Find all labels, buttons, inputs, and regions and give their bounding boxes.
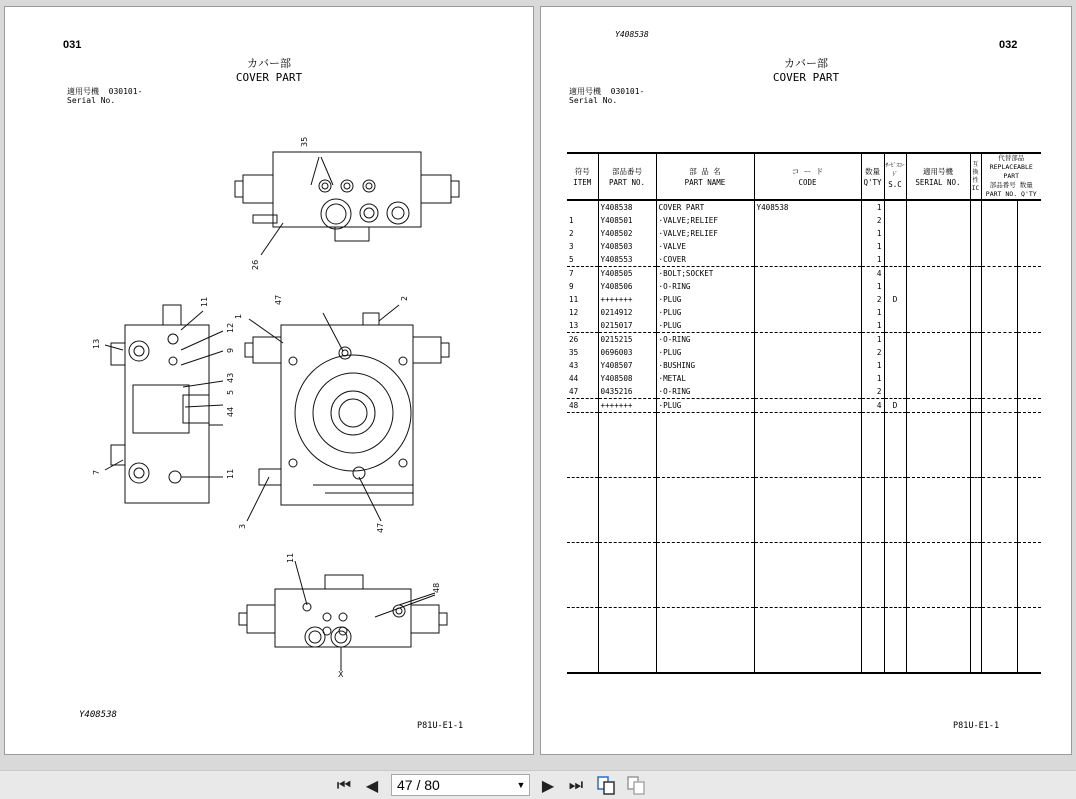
cell-empty [970,214,981,227]
serial-label: Serial No. [569,96,618,105]
previous-page-icon: ◀ [365,775,379,795]
cell-empty [981,306,1017,319]
cell-name: ·BOLT;SOCKET [656,267,754,281]
cell-empty [861,478,884,543]
cell-part-no: 0215215 [598,333,656,347]
cell-empty [884,543,906,608]
cell-part-no: 0214912 [598,306,656,319]
last-page-icon: ⏭ [568,775,584,794]
cell-qty: 1 [861,253,884,267]
applicable-label: 適用号機 [569,87,601,96]
cell-qty: 2 [861,385,884,399]
cell-part-no: +++++++ [598,399,656,413]
cell-empty [906,346,970,359]
cell-empty [906,543,970,608]
callout-12: 12 [226,322,235,333]
cell-name: ·BUSHING [656,359,754,372]
cell-empty [981,293,1017,306]
header-qty: 数量 Q'TY [861,153,884,200]
cell-empty [970,372,981,385]
cell-empty [1017,372,1041,385]
cell-part-no: 0215017 [598,319,656,333]
cell-qty: 1 [861,227,884,240]
cell-code [754,267,861,281]
cell-empty [970,346,981,359]
cell-empty [598,478,656,543]
header-part-name: 部 品 名 PART NAME [656,153,754,200]
cell-part-no: Y408508 [598,372,656,385]
cell-code [754,399,861,413]
cell-empty [884,478,906,543]
cell-empty [1017,333,1041,347]
cell-empty [970,319,981,333]
page-number: 032 [999,39,1018,51]
cell-qty: 1 [861,359,884,372]
table-row [567,253,1041,267]
cell-empty [1017,608,1041,674]
cell-empty [1017,214,1041,227]
callout-47-top: 47 [274,294,283,305]
cell-empty [906,227,970,240]
cell-empty [861,543,884,608]
cell-empty [981,385,1017,399]
cell-empty [970,385,981,399]
title-english: COVER PART [235,71,303,84]
cell-empty [970,293,981,306]
cell-item: 47 [569,387,579,396]
cell-name: ·O-RING [656,333,754,347]
header-code: Y408538 [615,30,649,39]
cell-empty [598,608,656,674]
two-page-view-button[interactable] [624,773,648,797]
table-filler-row [567,413,1041,478]
callout-11-bottom: 11 [286,552,295,563]
cell-code [754,227,861,240]
cell-empty [656,413,754,478]
table-row [567,385,1041,399]
cell-empty [906,372,970,385]
cell-item: 12 [569,308,579,317]
cell-empty [906,253,970,267]
callout-13: 13 [92,338,101,349]
cell-item: 11 [569,295,579,304]
cell-empty [906,478,970,543]
title-japanese: カバー部 [784,57,828,70]
next-page-button[interactable] [536,773,560,797]
cell-empty [906,306,970,319]
cell-sc [884,240,906,253]
cell-empty [1017,267,1041,281]
cell-sc [884,346,906,359]
page-number: 031 [63,39,82,51]
cell-empty [1017,293,1041,306]
cell-empty [970,306,981,319]
cell-empty [754,608,861,674]
cell-qty: 1 [861,372,884,385]
cell-qty: 1 [861,319,884,333]
cell-sc [884,280,906,293]
cell-code [754,280,861,293]
cell-qty: 1 [861,200,884,214]
cell-empty [1017,200,1041,214]
cell-empty [981,359,1017,372]
cell-qty: 1 [861,306,884,319]
cell-item: 44 [569,374,579,383]
cell-empty [981,200,1017,214]
cell-empty [981,280,1017,293]
cell-empty [970,413,981,478]
cell-empty [981,267,1017,281]
side-view [105,305,223,503]
cell-sc [884,319,906,333]
cell-part-no: 0435216 [598,385,656,399]
table-row [567,240,1041,253]
header-replaceable-part: 代替部品 REPLACEABLE PART 部品番号 数量 PART NO. Q'TY [981,153,1041,200]
callout-1: 1 [234,313,243,319]
cell-sc [884,253,906,267]
cell-sc [884,372,906,385]
cell-empty [906,293,970,306]
cell-code [754,346,861,359]
cell-empty [1017,346,1041,359]
header-item: 符号 ITEM [567,153,598,200]
cell-empty [1017,280,1041,293]
cell-item: 5 [569,255,574,264]
cell-empty [981,346,1017,359]
left-page [4,6,534,755]
cell-empty [1017,399,1041,413]
next-page-icon: ▶ [541,775,555,795]
header-part-no: 部品番号 PART NO. [598,153,656,200]
cell-code: Y408538 [754,200,861,214]
parts-table [567,152,1041,674]
cell-empty [906,214,970,227]
cell-empty [884,413,906,478]
cell-qty: 1 [861,280,884,293]
cell-item: 26 [567,333,598,347]
cell-item: 48 [567,399,598,413]
first-page-icon: ⏮ [336,775,352,794]
table-row [567,293,1041,306]
applicable-serial-block [569,87,644,105]
cell-empty [656,543,754,608]
table-header-row [567,153,1041,200]
cell-code [754,293,861,306]
header-ic: 互換性 IC [970,153,981,200]
two-page-view-icon [626,775,646,795]
table-row [567,399,1041,413]
cell-empty [1017,385,1041,399]
previous-page-button[interactable] [360,773,384,797]
cell-item: 43 [569,361,579,370]
cell-sc [884,267,906,281]
cell-code [754,385,861,399]
cell-empty [906,413,970,478]
cell-qty: 2 [861,214,884,227]
cell-empty [1017,240,1041,253]
viewer-toolbar [0,770,1076,799]
cell-empty [970,608,981,674]
cell-item: 2 [569,229,574,238]
header-serial: 適用号機 SERIAL NO. [906,153,970,200]
cell-empty [906,267,970,281]
cell-item: 3 [569,242,574,251]
top-view [235,152,459,255]
cell-empty [970,200,981,214]
cell-empty [861,413,884,478]
cell-empty [981,240,1017,253]
cell-code [754,306,861,319]
cell-sc: D [884,293,906,306]
cell-empty [1017,359,1041,372]
table-row [567,333,1041,347]
footer-code: P81U-E1-1 [953,721,1000,731]
applicable-serial: 030101- [610,87,645,96]
cell-empty [567,413,598,478]
cell-empty [981,214,1017,227]
cell-name: COVER PART [656,200,754,214]
bottom-view [239,561,447,671]
table-filler-row [567,478,1041,543]
cell-name: ·PLUG [656,399,754,413]
front-view [245,305,449,521]
cell-empty [754,478,861,543]
cell-empty [1017,253,1041,267]
callout-x: X [338,670,344,679]
cell-item: 1 [569,216,574,225]
cell-empty [906,319,970,333]
cell-name: ·VALVE [656,240,754,253]
drawing-code: Y408538 [79,710,117,720]
cell-name: ·VALVE;RELIEF [656,214,754,227]
callout-9: 9 [226,347,235,353]
callout-3: 3 [238,523,247,529]
cell-empty [970,227,981,240]
cell-code [754,333,861,347]
cell-part-no: +++++++ [598,293,656,306]
cell-empty [981,372,1017,385]
title-english: COVER PART [772,71,840,84]
cell-name: ·COVER [656,253,754,267]
cell-empty [567,608,598,674]
cell-name: ·O-RING [656,385,754,399]
cell-sc: D [884,399,906,413]
cell-empty [906,200,970,214]
cell-part-no: Y408506 [598,280,656,293]
cell-part-no: Y408507 [598,359,656,372]
cell-empty [861,608,884,674]
cell-empty [981,399,1017,413]
cell-name: ·PLUG [656,306,754,319]
cell-qty: 1 [861,240,884,253]
cell-empty [598,413,656,478]
cell-item: 35 [569,348,579,357]
cell-name: ·METAL [656,372,754,385]
cell-code [754,359,861,372]
cell-name: ·VALVE;RELIEF [656,227,754,240]
cell-part-no: Y408553 [598,253,656,267]
callout-11-top: 11 [200,296,209,307]
table-row [567,306,1041,319]
cell-part-no: Y408503 [598,240,656,253]
cell-part-no: Y408505 [598,267,656,281]
cell-empty [906,280,970,293]
cell-qty: 2 [861,293,884,306]
cell-name: ·O-RING [656,280,754,293]
cell-empty [1017,319,1041,333]
cell-code [754,240,861,253]
cell-sc [884,227,906,240]
cell-empty [567,543,598,608]
cell-part-no: 0696003 [598,346,656,359]
cell-empty [567,478,598,543]
first-page-button[interactable] [332,773,356,797]
cell-empty [981,413,1017,478]
cell-empty [656,478,754,543]
cell-empty [1017,478,1041,543]
cell-empty [970,543,981,608]
cell-empty [970,359,981,372]
cell-part-no: Y408538 [598,200,656,214]
table-row [567,200,1041,214]
cell-empty [656,608,754,674]
serial-label: Serial No. [67,96,116,105]
cell-sc [884,333,906,347]
page-select[interactable] [391,774,530,796]
cell-empty [970,333,981,347]
table-filler-row [567,608,1041,674]
cell-item: 7 [567,267,598,281]
cell-empty [906,385,970,399]
cell-sc [884,214,906,227]
cell-code [754,253,861,267]
cell-empty [970,267,981,281]
exploded-parts-drawing [63,125,483,685]
page-select-value: 47 / 80 [397,777,440,793]
cell-empty [906,359,970,372]
cell-empty [906,240,970,253]
cell-item [567,200,598,214]
cell-empty [906,399,970,413]
callout-47-bottom: 47 [376,522,385,533]
applicable-label: 適用号機 [67,87,99,96]
callout-26: 26 [251,259,260,270]
single-page-view-button[interactable] [594,773,618,797]
cell-empty [598,543,656,608]
cell-name: ·PLUG [656,346,754,359]
cell-empty [981,608,1017,674]
cell-qty: 2 [861,346,884,359]
cell-name: ·PLUG [656,319,754,333]
cell-item: 13 [569,321,579,330]
cell-name: ·PLUG [656,293,754,306]
cell-empty [981,478,1017,543]
right-page [540,6,1072,755]
callout-5: 5 [226,389,235,395]
applicable-serial-block [67,87,142,105]
cell-part-no: Y408502 [598,227,656,240]
cell-empty [981,319,1017,333]
cell-item: 9 [569,282,574,291]
cell-empty [970,280,981,293]
cell-empty [906,608,970,674]
table-row [567,214,1041,227]
cell-empty [981,333,1017,347]
cell-empty [970,253,981,267]
footer-code: P81U-E1-1 [417,721,464,731]
header-code: コ ー ド CODE [754,153,861,200]
applicable-serial: 030101- [108,87,143,96]
table-row [567,372,1041,385]
cell-sc [884,359,906,372]
parts-table-body [567,200,1041,673]
cell-empty [981,253,1017,267]
callout-2: 2 [400,295,409,301]
title-japanese: カバー部 [247,57,291,70]
cell-sc [884,306,906,319]
header-sc: ｻｰﾋﾞｽｺｰﾄﾞ S.C [884,153,906,200]
cell-empty [1017,413,1041,478]
cell-sc [884,200,906,214]
chevron-down-icon: ▼ [516,780,526,790]
single-page-view-icon [596,775,616,795]
cell-empty [1017,227,1041,240]
callout-44: 44 [226,406,235,417]
cell-empty [970,478,981,543]
table-row [567,319,1041,333]
cell-qty: 1 [861,333,884,347]
callout-35: 35 [300,136,309,147]
cell-empty [981,543,1017,608]
table-row [567,359,1041,372]
cell-empty [754,543,861,608]
cell-qty: 4 [861,399,884,413]
cell-empty [1017,543,1041,608]
table-filler-row [567,543,1041,608]
cell-empty [981,227,1017,240]
cell-empty [970,240,981,253]
cell-empty [970,399,981,413]
last-page-button[interactable] [564,773,588,797]
table-row [567,346,1041,359]
cell-sc [884,385,906,399]
table-row [567,267,1041,281]
cell-empty [1017,306,1041,319]
callout-48: 48 [432,582,441,593]
callout-11-mid: 11 [226,468,235,479]
cell-code [754,372,861,385]
cell-code [754,319,861,333]
cell-code [754,214,861,227]
cell-part-no: Y408501 [598,214,656,227]
cell-empty [884,608,906,674]
cell-empty [754,413,861,478]
cell-empty [906,333,970,347]
callout-7: 7 [92,469,101,475]
callout-43: 43 [226,372,235,383]
table-row [567,280,1041,293]
cell-qty: 4 [861,267,884,281]
table-row [567,227,1041,240]
